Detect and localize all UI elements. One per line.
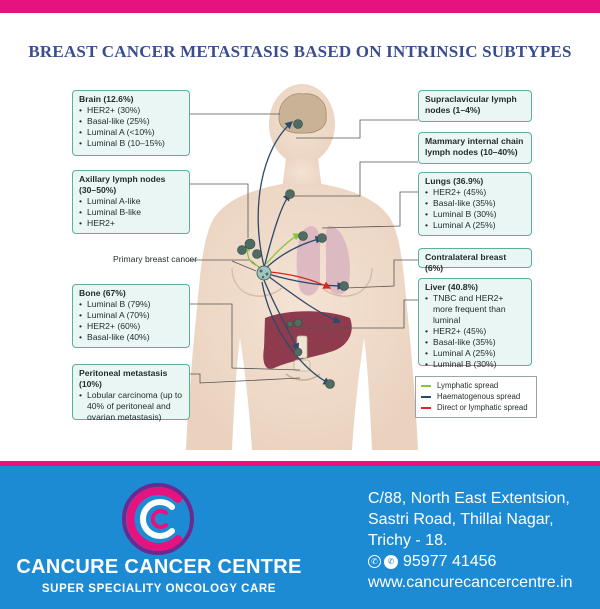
lungs-header: Lungs (36.9%) [425, 176, 484, 186]
axillary-item: • Luminal A-like [79, 196, 183, 207]
bone-item: • Luminal B (79%) [79, 299, 183, 310]
brand-tagline: SUPER SPECIALITY ONCOLOGY CARE [41, 583, 277, 595]
liver-box [418, 278, 532, 369]
cancure-logo-icon [118, 479, 198, 559]
lungs-item: • Luminal B (30%) [425, 209, 525, 220]
liver-item: • HER2+ (45%) [425, 326, 525, 337]
lungs-box [418, 172, 532, 236]
lungs-item: • Basal-like (35%) [425, 198, 525, 209]
liver-item: • TNBC and HER2+ more frequent than luminal [425, 293, 525, 326]
legend-label: Lymphatic spread [437, 381, 499, 390]
legend-label: Haematogenous spread [437, 392, 521, 401]
legend-row-lymphatic [421, 380, 531, 391]
brain-header: Brain (12.6%) [79, 94, 134, 104]
address-line-1: C/88, North East Extentsion, [368, 490, 570, 507]
axillary-box [72, 170, 190, 234]
bone-header: Bone (67%) [79, 288, 126, 298]
liver-item: • Luminal B (30%) [425, 359, 525, 370]
direct-swatch [421, 407, 431, 409]
peritoneal-box [72, 364, 190, 420]
contralateral-box [418, 248, 532, 273]
brain-item: • HER2+ (30%) [79, 105, 183, 116]
peritoneal-item: • Lobular carcinoma (up to 40% of peritoneal and ovarian metastasis) [79, 390, 183, 423]
phone-row [368, 551, 573, 572]
legend-label: Direct or lymphatic spread [437, 403, 528, 412]
peritoneal-header: Peritoneal metastasis (10%) [79, 368, 168, 389]
supraclavicular-box [418, 90, 532, 122]
bone-item: • Luminal A (70%) [79, 310, 183, 321]
phone-icon: ✆ [368, 555, 381, 568]
address-line-2: Sastri Road, Thillai Nagar, [368, 511, 554, 528]
primary-breast-cancer-label: Primary breast cancer [113, 254, 198, 264]
haematogenous-swatch [421, 396, 431, 398]
page-title: BREAST CANCER METASTASIS BASED ON INTRINSIC SUBTYPES [28, 42, 572, 61]
phone-number[interactable]: 95977 41456 [403, 553, 497, 570]
legend-row-direct [421, 402, 531, 413]
brain-item: • Basal-like (25%) [79, 116, 183, 127]
spread-legend [415, 376, 537, 418]
top-accent-bar [0, 0, 600, 13]
lungs-item: • HER2+ (45%) [425, 187, 525, 198]
axillary-item: • HER2+ [79, 218, 183, 229]
brain-box [72, 90, 190, 156]
mammary-header: Mammary internal chain lymph nodes (10–40%) [425, 136, 524, 157]
legend-row-haematogenous [421, 391, 531, 402]
liver-header: Liver (40.8%) [425, 282, 479, 292]
axillary-item: • Luminal B-like [79, 207, 183, 218]
liver-item: • Luminal A (25%) [425, 348, 525, 359]
contact-block [368, 488, 573, 593]
axillary-header: Axillary lymph nodes (30–50%) [79, 174, 166, 195]
bone-item: • HER2+ (60%) [79, 321, 183, 332]
bone-item: • Basal-like (40%) [79, 332, 183, 343]
lungs-item: • Luminal A (25%) [425, 220, 525, 231]
brain-item: • Luminal B (10–15%) [79, 138, 183, 149]
mammary-box [418, 132, 532, 164]
brand-name: CANCURE CANCER CENTRE [16, 556, 302, 578]
bone-box [72, 284, 190, 348]
supraclavicular-header: Supraclavicular lymph nodes (1–4%) [425, 94, 517, 115]
whatsapp-icon: ✆ [384, 555, 398, 569]
brain-item: • Luminal A (<10%) [79, 127, 183, 138]
liver-item: • Basal-like (35%) [425, 337, 525, 348]
address-line-3: Trichy - 18. [368, 532, 448, 549]
website-link[interactable]: www.cancurecancercentre.in [368, 574, 573, 591]
contralateral-header: Contralateral breast (6%) [425, 252, 507, 273]
primary-tumour-icon [257, 266, 271, 280]
lymphatic-swatch [421, 385, 431, 387]
